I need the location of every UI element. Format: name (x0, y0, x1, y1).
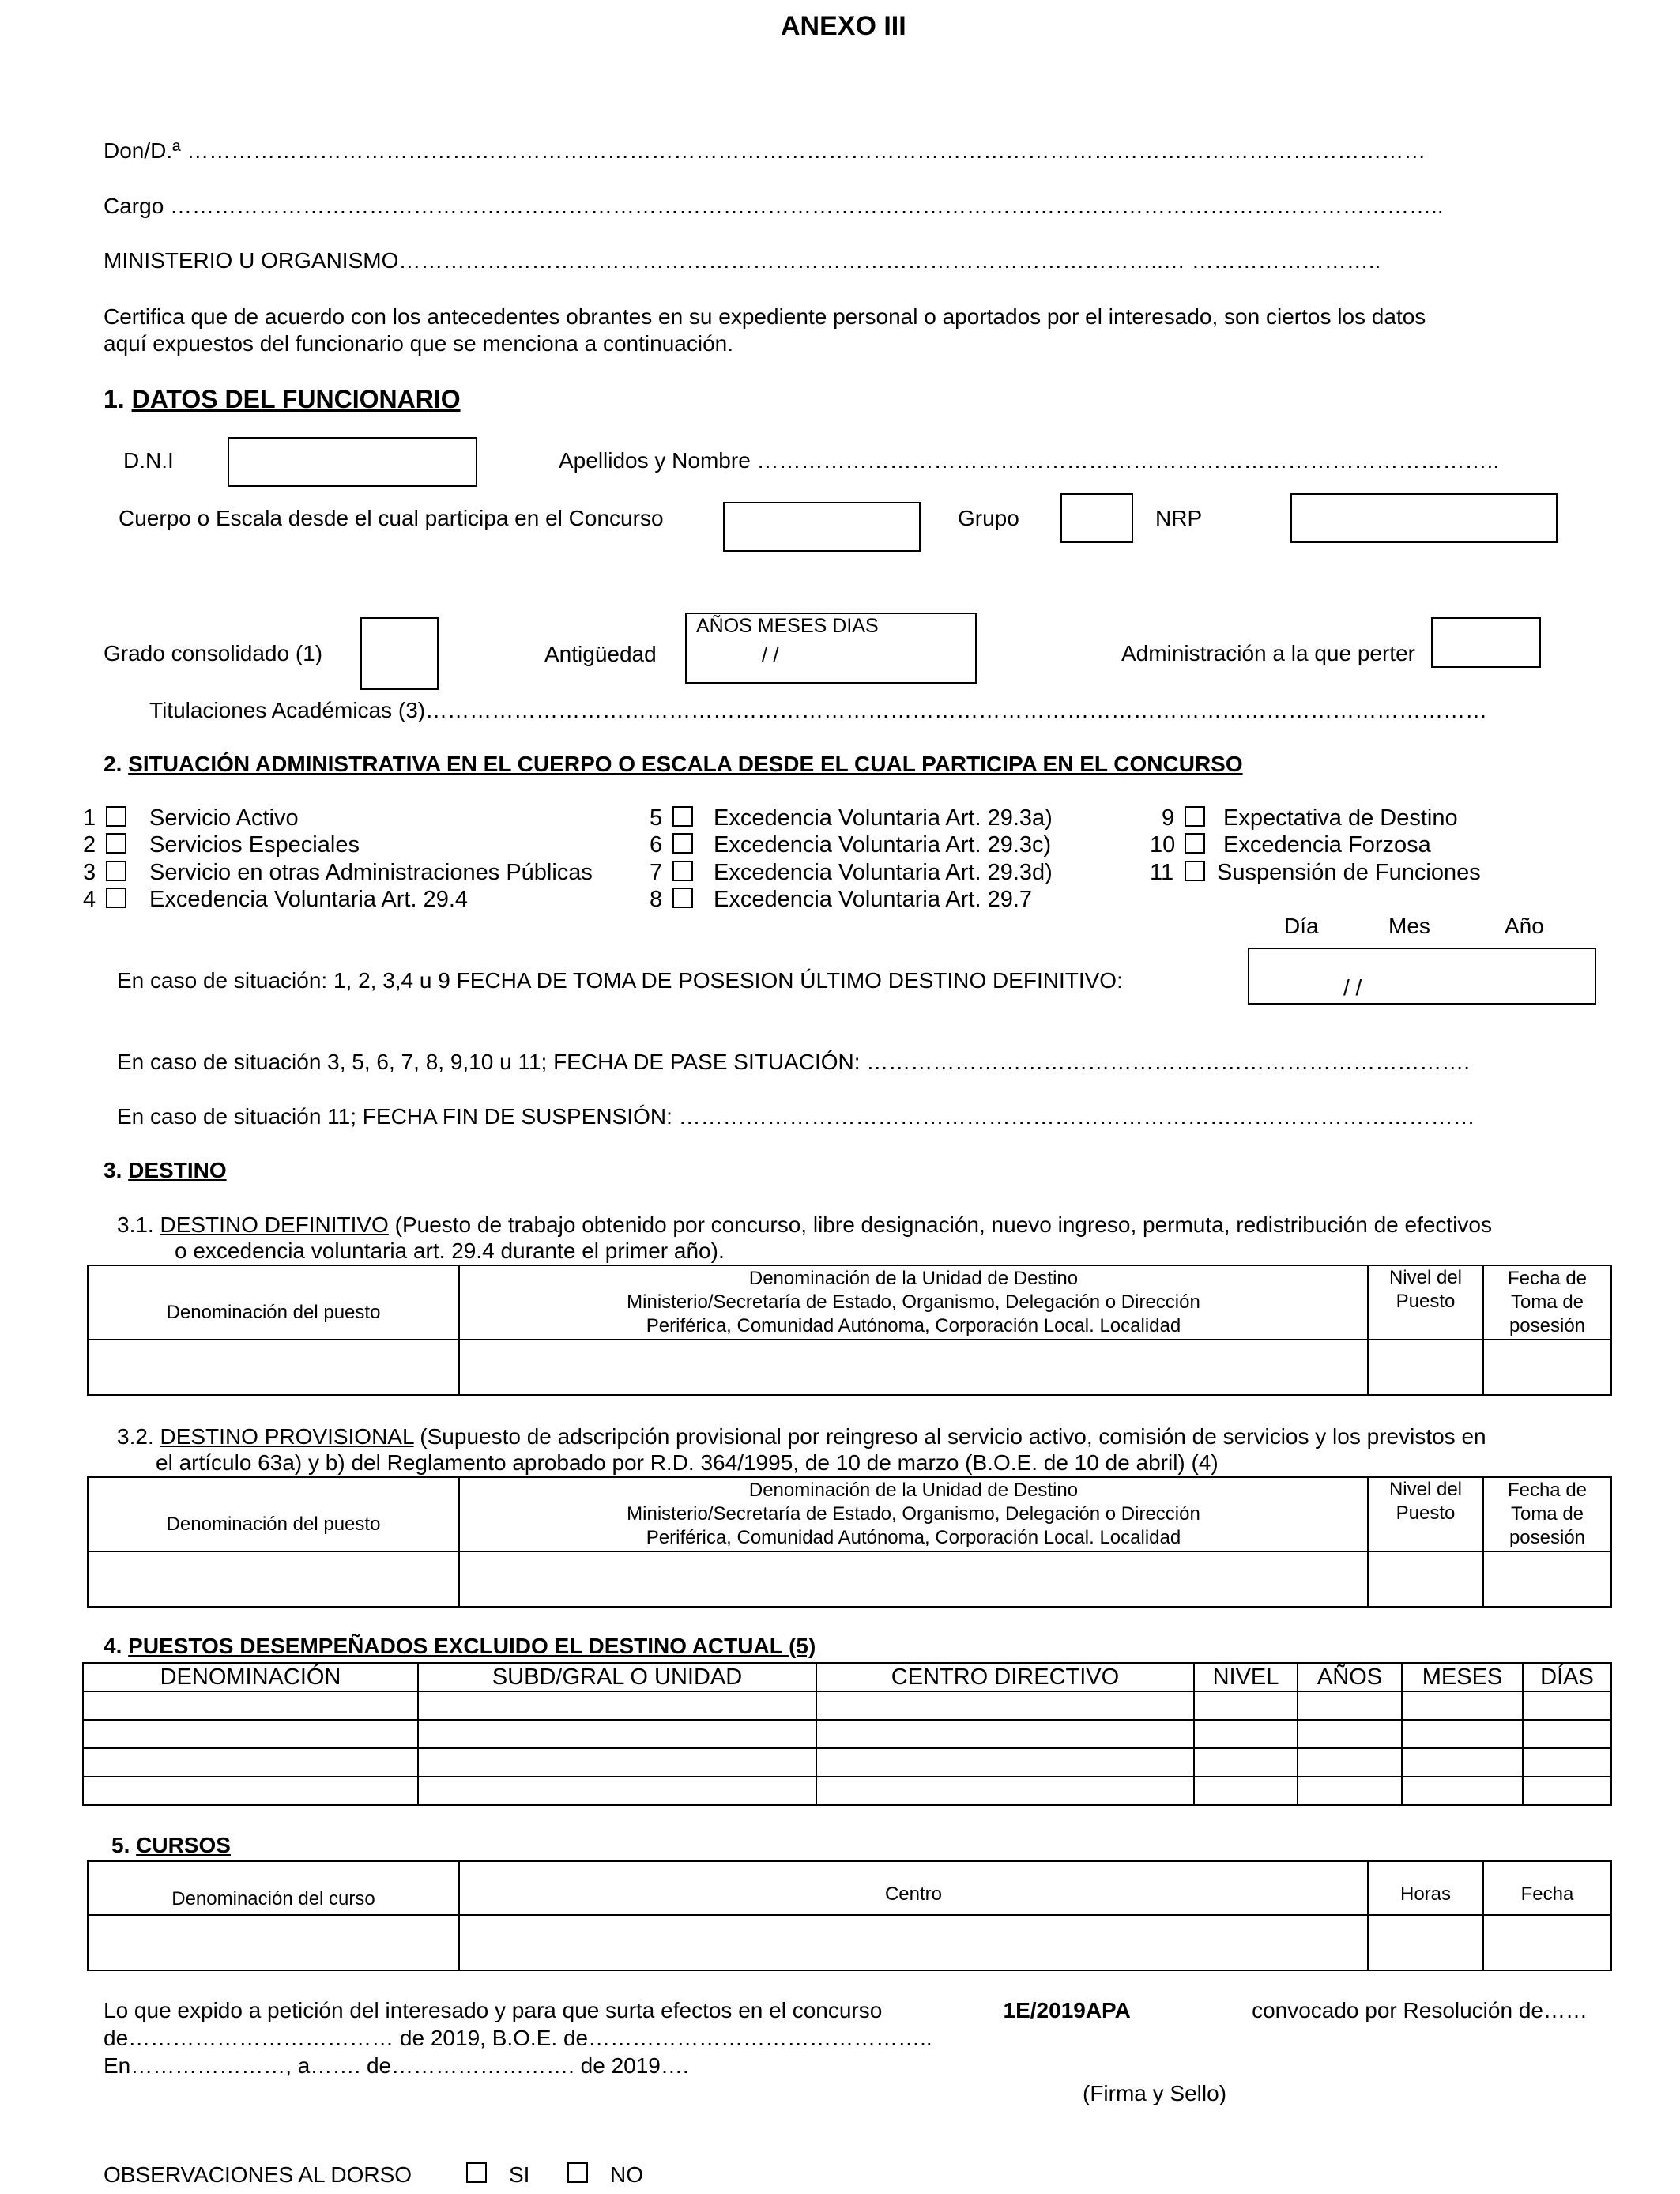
section-5-number: 5. (111, 1833, 130, 1857)
situacion-num: 2 (83, 832, 96, 858)
table-cell[interactable] (1523, 1777, 1611, 1805)
col-unidad-line-1: Denominación de la Unidad de Destino (748, 1268, 1079, 1289)
destino-provisional-desc (117, 1423, 1486, 1450)
section-3-number: 3. (104, 1158, 122, 1182)
table-cell[interactable] (418, 1691, 816, 1720)
col-curso (88, 1861, 459, 1915)
fecha-toma-label: En caso de situación: 1, 2, 3,4 u 9 FECHA DE TOMA DE POSESION ÚLTIMO DESTINO DEFINITIVO: (117, 968, 1123, 993)
ministerio-line[interactable]: MINISTERIO U ORGANISMO…………………………………………………………………………………………..… …………………….. (104, 248, 1381, 273)
table-cell[interactable] (88, 1915, 459, 1970)
table-cell[interactable] (1194, 1720, 1298, 1748)
section-2-heading (104, 751, 1243, 778)
col-anios: AÑOS (1298, 1663, 1402, 1691)
destino-definitivo-number: 3.1. (117, 1212, 154, 1237)
dni-label: D.N.I (123, 448, 174, 473)
table-cell[interactable] (418, 1720, 816, 1748)
observaciones-no-label: NO (610, 2162, 643, 2187)
mes-label: Mes (1388, 914, 1430, 938)
col-nivel (1368, 1265, 1483, 1340)
destino-definitivo-desc (117, 1212, 1492, 1238)
section-4-title: PUESTOS DESEMPEÑADOS EXCLUIDO EL DESTINO ACTUAL (5) (128, 1634, 816, 1658)
dia-label: Día (1284, 914, 1319, 938)
table-row (83, 1777, 1611, 1805)
administracion-field[interactable] (1431, 617, 1541, 668)
situacion-label: Excedencia Voluntaria Art. 29.3c) (714, 832, 1052, 858)
situacion-checkbox-1[interactable] (106, 806, 126, 827)
col-puesto (88, 1477, 459, 1551)
table-cell[interactable] (83, 1691, 418, 1720)
section-3-heading (104, 1157, 227, 1184)
situacion-num: 11 (1150, 860, 1174, 885)
grado-field[interactable] (360, 617, 439, 690)
table-cell[interactable] (1402, 1691, 1523, 1720)
cargo-line[interactable]: Cargo ……………………………………………………………………………………………………………………………………………………….. (104, 194, 1444, 218)
section-3-title: DESTINO (128, 1158, 227, 1182)
col-nivel-line-1: Nivel del (1388, 1267, 1463, 1288)
col-unidad-line-2: Ministerio/Secretaría de Estado, Organismo, Delegación o Dirección (627, 1503, 1200, 1525)
apellidos-line[interactable]: Apellidos y Nombre ……………………………………………………………………………………….. (559, 448, 1500, 473)
table-cell[interactable] (816, 1777, 1194, 1805)
col-nivel-line-1: Nivel del (1388, 1479, 1463, 1500)
table-cell[interactable] (1368, 1340, 1483, 1395)
table-cell[interactable] (1402, 1777, 1523, 1805)
cursos-table (87, 1860, 1612, 1971)
nrp-field[interactable] (1290, 493, 1558, 543)
col-fecha (1483, 1477, 1611, 1551)
administracion-label: Administración a la que perter (1121, 641, 1415, 665)
table-cell[interactable] (88, 1551, 459, 1607)
col-unidad (459, 1265, 1368, 1340)
fecha-toma-field[interactable] (1248, 948, 1596, 1005)
situacion-checkbox-11[interactable] (1185, 861, 1205, 881)
situacion-checkbox-10[interactable] (1185, 833, 1205, 854)
table-cell[interactable] (1298, 1748, 1402, 1777)
table-cell[interactable] (83, 1720, 418, 1748)
table-cell[interactable] (1194, 1691, 1298, 1720)
section-1-title: DATOS DEL FUNCIONARIO (131, 385, 461, 413)
situacion-label: Servicios Especiales (149, 832, 360, 858)
table-cell[interactable] (1523, 1691, 1611, 1720)
don-line[interactable]: Don/D.ª …………………………………………………………………………………………………………………………………………………… (104, 138, 1426, 163)
destino-provisional-table (87, 1476, 1612, 1608)
col-nivel-line-2: Puesto (1396, 1502, 1456, 1524)
destino-provisional-title: DESTINO PROVISIONAL (160, 1424, 414, 1449)
puestos-table (82, 1662, 1612, 1806)
col-horas-label: Horas (1399, 1883, 1452, 1905)
col-unidad-line-3: Periférica, Comunidad Autónoma, Corporación Local. Localidad (646, 1527, 1181, 1548)
fecha-pase-line[interactable]: En caso de situación 3, 5, 6, 7, 8, 9,10 u 11; FECHA DE PASE SITUACIÓN: ………………………………………………………………………. (117, 1050, 1471, 1074)
concurso-code: 1E/2019APA (1003, 1998, 1131, 2022)
table-cell[interactable] (1194, 1777, 1298, 1805)
titulaciones-line[interactable]: Titulaciones Académicas (3)……………………………………………………………………………………………………………………………… (149, 698, 1488, 722)
col-meses: MESES (1402, 1663, 1523, 1691)
col-unidad-line-1: Denominación de la Unidad de Destino (748, 1480, 1079, 1501)
table-cell[interactable] (1368, 1915, 1483, 1970)
col-fecha-label: Fecha (1520, 1883, 1574, 1905)
expido-line-1 (104, 1997, 1588, 2024)
table-cell[interactable] (1368, 1551, 1483, 1607)
nrp-label: NRP (1155, 506, 1203, 530)
situacion-label: Suspensión de Funciones (1217, 860, 1481, 885)
col-centro (459, 1861, 1368, 1915)
col-nivel-line-2: Puesto (1396, 1291, 1456, 1312)
section-2-title: SITUACIÓN ADMINISTRATIVA EN EL CUERPO O ESCALA DESDE EL CUAL PARTICIPA EN EL CONCURSO (128, 752, 1243, 776)
col-subdireccion: SUBD/GRAL O UNIDAD (418, 1663, 816, 1691)
situacion-checkbox-8[interactable] (672, 888, 693, 908)
expido-line-2[interactable]: de……………………………… de 2019, B.O.E. de……………………………………….. (104, 2026, 932, 2050)
table-cell[interactable] (418, 1748, 816, 1777)
antiguedad-slashes: / / (762, 643, 779, 666)
col-fecha-line-2: Toma de (1510, 1291, 1584, 1313)
situacion-checkbox-9[interactable] (1185, 806, 1205, 827)
section-5-title: CURSOS (136, 1833, 231, 1857)
situacion-num: 7 (650, 860, 663, 885)
table-cell[interactable] (1483, 1915, 1611, 1970)
destino-definitivo-title: DESTINO DEFINITIVO (160, 1212, 389, 1237)
situacion-label: Excedencia Voluntaria Art. 29.3d) (714, 860, 1053, 885)
table-cell[interactable] (83, 1748, 418, 1777)
col-curso-label: Denominación del curso (171, 1888, 375, 1909)
expido-line-3[interactable]: En…………………, a……. de……………………. de 2019…. (104, 2053, 689, 2078)
table-row (83, 1720, 1611, 1748)
table-cell[interactable] (1402, 1748, 1523, 1777)
certifica-text-2: aquí expuestos del funcionario que se menciona a continuación. (104, 331, 733, 356)
col-puesto-label: Denominación del puesto (166, 1302, 381, 1323)
col-centro-label: Centro (884, 1883, 943, 1905)
section-5-heading (111, 1832, 231, 1859)
anio-label: Año (1505, 914, 1544, 938)
situacion-label: Excedencia Voluntaria Art. 29.3a) (714, 805, 1053, 831)
situacion-checkbox-4[interactable] (106, 888, 126, 908)
col-unidad-line-3: Periférica, Comunidad Autónoma, Corporación Local. Localidad (646, 1315, 1181, 1336)
observaciones-si-checkbox[interactable] (466, 2162, 487, 2183)
destino-definitivo-text: (Puesto de trabajo obtenido por concurso, libre designación, nuevo ingreso, permuta, redistribución de efectivos (394, 1212, 1493, 1237)
col-fecha (1483, 1861, 1611, 1915)
situacion-label: Servicio en otras Administraciones Públicas (149, 860, 593, 885)
table-cell[interactable] (459, 1551, 1368, 1607)
table-cell[interactable] (816, 1691, 1194, 1720)
cuerpo-label: Cuerpo o Escala desde el cual participa en el Concurso (119, 506, 664, 530)
table-cell[interactable] (816, 1748, 1194, 1777)
col-fecha-line-3: posesión (1509, 1315, 1586, 1336)
table-cell[interactable] (88, 1340, 459, 1395)
col-unidad (459, 1477, 1368, 1551)
situacion-num: 10 (1150, 832, 1176, 858)
col-denominacion: DENOMINACIÓN (83, 1663, 418, 1691)
situacion-num: 9 (1162, 805, 1175, 831)
section-1-heading (104, 386, 461, 413)
fecha-fin-line[interactable]: En caso de situación 11; FECHA FIN DE SUSPENSIÓN: ……………………………………………………………………………………………… (117, 1104, 1475, 1129)
table-cell[interactable] (1523, 1720, 1611, 1748)
situacion-checkbox-5[interactable] (672, 806, 693, 827)
destino-definitivo-text-2: o excedencia voluntaria art. 29.4 durante el primer año). (175, 1238, 725, 1263)
col-puesto (88, 1265, 459, 1340)
col-fecha-line-2: Toma de (1510, 1503, 1584, 1525)
destino-provisional-text-2: el artículo 63a) y b) del Reglamento aprobado por R.D. 364/1995, de 10 de marzo (B.O.E. de 10 de abril) (4) (156, 1450, 1219, 1475)
destino-provisional-text: (Supuesto de adscripción provisional por reingreso al servicio activo, comisión de servicios y los previstos en (420, 1424, 1486, 1449)
table-row (83, 1691, 1611, 1720)
table-cell[interactable] (1523, 1748, 1611, 1777)
situacion-checkbox-2[interactable] (106, 833, 126, 854)
antiguedad-label: Antigüedad (544, 642, 657, 666)
col-nivel: NIVEL (1194, 1663, 1298, 1691)
situacion-label: Excedencia Voluntaria Art. 29.7 (714, 887, 1033, 912)
expido-text-a: Lo que expido a petición del interesado y para que surta efectos en el concurso (104, 1998, 883, 2022)
table-cell[interactable] (1298, 1720, 1402, 1748)
situacion-checkbox-7[interactable] (672, 861, 693, 881)
grado-label: Grado consolidado (1) (104, 641, 323, 665)
col-fecha-line-1: Fecha de (1507, 1480, 1588, 1501)
section-1-number: 1. (104, 385, 125, 413)
col-fecha-line-1: Fecha de (1507, 1268, 1588, 1289)
grupo-label: Grupo (958, 506, 1019, 530)
situacion-label: Excedencia Voluntaria Art. 29.4 (149, 887, 469, 912)
situacion-label: Servicio Activo (149, 805, 299, 831)
firma-label: (Firma y Sello) (1083, 2081, 1227, 2105)
destino-provisional-number: 3.2. (117, 1424, 154, 1449)
situacion-num: 6 (650, 832, 663, 858)
situacion-checkbox-6[interactable] (672, 833, 693, 854)
situacion-num: 5 (650, 805, 663, 831)
table-cell[interactable] (1483, 1340, 1611, 1395)
table-cell[interactable] (459, 1340, 1368, 1395)
situacion-num: 1 (83, 805, 96, 831)
antiguedad-header: AÑOS MESES DIAS (696, 615, 879, 637)
certifica-text-1: Certifica que de acuerdo con los antecedentes obrantes en su expediente personal o aportados por el interesado, son ciertos los datos (104, 304, 1426, 329)
col-nivel (1368, 1477, 1483, 1551)
situacion-checkbox-3[interactable] (106, 861, 126, 881)
situacion-label: Expectativa de Destino (1223, 805, 1458, 831)
table-cell[interactable] (418, 1777, 816, 1805)
table-cell[interactable] (83, 1777, 418, 1805)
table-cell[interactable] (1194, 1748, 1298, 1777)
cuerpo-field[interactable] (723, 502, 921, 552)
observaciones-label: OBSERVACIONES AL DORSO (104, 2162, 412, 2187)
grupo-field[interactable] (1060, 493, 1133, 543)
observaciones-no-checkbox[interactable] (567, 2162, 588, 2183)
section-4-heading (104, 1633, 816, 1660)
fecha-toma-slashes: / / (1343, 975, 1362, 1000)
table-row (83, 1748, 1611, 1777)
col-fecha (1483, 1265, 1611, 1340)
section-2-number: 2. (104, 752, 122, 776)
section-4-number: 4. (104, 1634, 122, 1658)
page-title: ANEXO III (781, 11, 906, 41)
col-dias: DÍAS (1523, 1663, 1611, 1691)
table-cell[interactable] (1298, 1777, 1402, 1805)
table-cell[interactable] (1483, 1551, 1611, 1607)
col-unidad-line-2: Ministerio/Secretaría de Estado, Organismo, Delegación o Dirección (627, 1291, 1200, 1313)
table-cell[interactable] (1402, 1720, 1523, 1748)
situacion-num: 8 (650, 887, 663, 912)
table-cell[interactable] (816, 1720, 1194, 1748)
situacion-label: Excedencia Forzosa (1223, 832, 1431, 858)
table-cell[interactable] (459, 1915, 1368, 1970)
col-fecha-line-3: posesión (1509, 1527, 1586, 1548)
table-cell[interactable] (1298, 1691, 1402, 1720)
col-puesto-label: Denominación del puesto (166, 1514, 381, 1535)
observaciones-si-label: SI (509, 2162, 530, 2187)
situacion-num: 4 (83, 887, 96, 912)
dni-field[interactable] (228, 437, 477, 487)
destino-definitivo-table (87, 1265, 1612, 1396)
col-centro-directivo: CENTRO DIRECTIVO (816, 1663, 1194, 1691)
situacion-num: 3 (83, 860, 96, 885)
expido-text-b: convocado por Resolución de…… (1252, 1998, 1588, 2022)
col-horas (1368, 1861, 1483, 1915)
